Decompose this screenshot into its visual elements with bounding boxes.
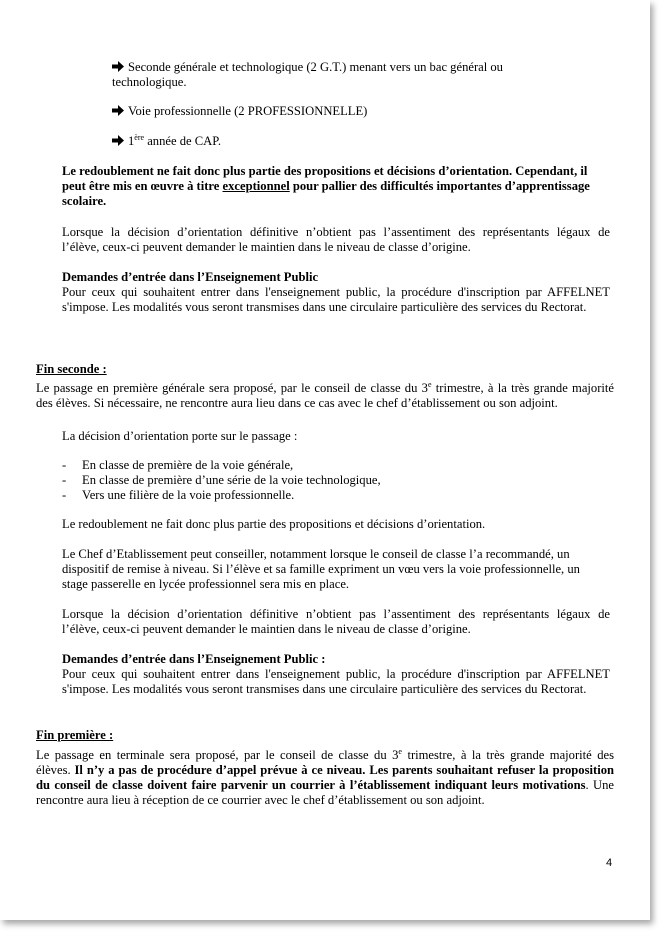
fin-seconde-heading: Fin seconde : [36,362,107,376]
fin-premiere-heading: Fin première : [36,728,114,742]
refusal-paragraph-2: Lorsque la décision d’orientation définitive n’obtient pas l’assentiment des représentants légaux de l’élève, ceux-ci peuvent demander le maintien dans le niveau de classe d’origine. [62,607,610,636]
page-number: 4 [606,857,613,869]
right-arrow-icon [112,60,128,75]
arrow-item-cap: 1ère année de CAP. [112,134,221,149]
right-arrow-icon [112,134,128,149]
fin-seconde-intro: Le passage en première générale sera proposé, par le conseil de classe du 3e trimestre, à la très grande majorité des élèves. Si nécessaire, ne rencontre aura lieu dans ce cas avec le chef d’établissement ou son adjoint. [36,380,615,410]
decision-options-list [62,458,381,503]
decision-intro: La décision d’orientation porte sur le passage : [62,429,298,443]
arrow-item-voie-pro: Voie professionnelle (2 PROFESSIONNELLE) [112,104,367,119]
fin-premiere-paragraph: Le passage en terminale sera proposé, par le conseil de classe du 3e trimestre, à la très grande majorité des élèves. Il n’y a pas de procédure d’appel prévue à ce niveau. Les parents souhaitant refuser la proposition du conseil de classe doivent faire parvenir un courrier à l’établissement indiquant leurs motivations. Une rencontre aura lieu à réception de ce courrier avec le chef d’établissement ou son adjoint. [36,747,615,807]
no-repeat-statement: Le redoublement ne fait donc plus partie des propositions et décisions d’orientation. [62,517,486,531]
list-item: - En classe de première d’une série de la voie technologique, [62,473,381,487]
right-arrow-icon [112,104,128,119]
arrow-item-seconde-cont: technologique. [112,75,187,89]
chef-paragraph: Le Chef d’Etablissement peut conseiller, notamment lorsque le conseil de classe l’a recommandé, un dispositif de remise à niveau. Si l’élève et sa famille expriment un vœu vers la voie professionnelle, un stage passerelle en lycée professionnel sera mis en place. [62,547,580,591]
public-entry-section-2: Demandes d’entrée dans l’Enseignement Public : Pour ceux qui souhaitent entrer dans l'enseignement public, la procédure d'inscription par AFFELNET s'impose. Les modalités vous seront transmises dans une circulaire particulière des services du Rectorat. [62,652,610,696]
list-item: - En classe de première de la voie générale, [62,458,294,472]
no-repeat-paragraph: Le redoublement ne fait donc plus partie des propositions et décisions d’orientation. Cependant, il peut être mis en œuvre à titre exceptionnel pour pallier des difficultés importantes d’apprentissage scolaire. [62,164,590,208]
public-entry-section: Demandes d’entrée dans l’Enseignement Public Pour ceux qui souhaitent entrer dans l'enseignement public, la procédure d'inscription par AFFELNET s'impose. Les modalités vous seront transmises dans une circulaire particulière des services du Rectorat. [62,270,610,314]
list-item: - Vers une filière de la voie professionnelle. [62,488,295,502]
refusal-paragraph: Lorsque la décision d’orientation définitive n’obtient pas l’assentiment des représentants légaux de l’élève, ceux-ci peuvent demander le maintien dans le niveau de classe d’origine. [62,225,610,254]
arrow-item-seconde: Seconde générale et technologique (2 G.T.) menant vers un bac général ou [112,60,503,75]
